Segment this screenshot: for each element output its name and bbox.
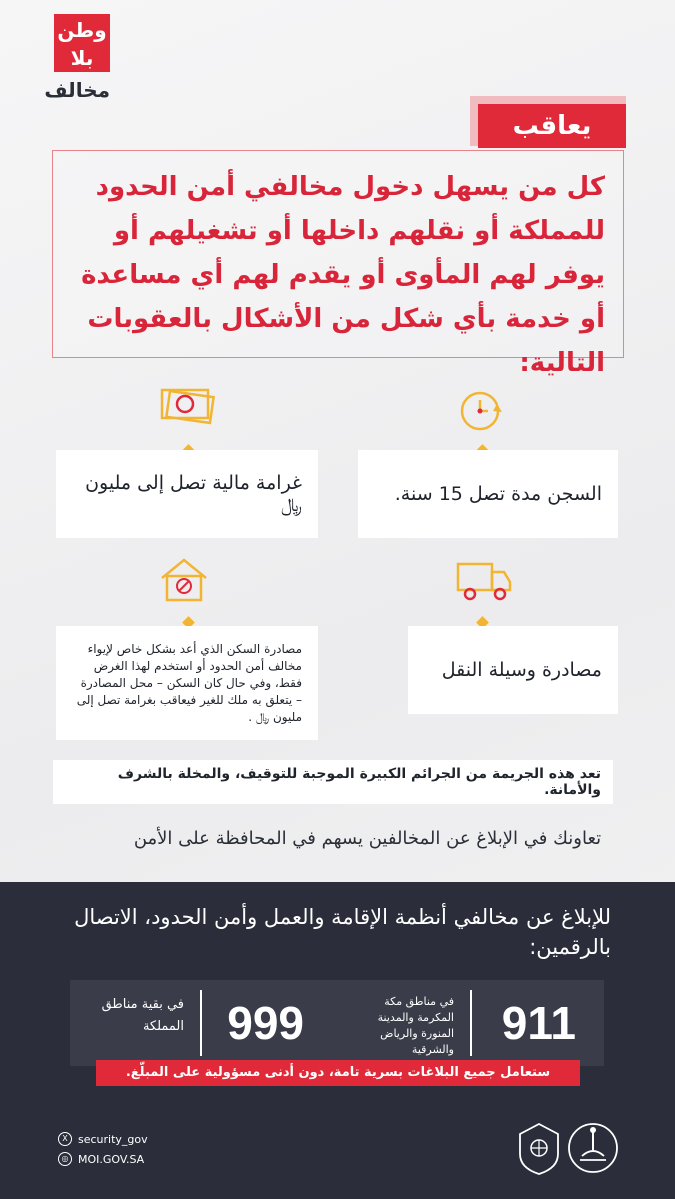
hotline-desc: في مناطق مكة المكرمة والمدينة المنورة والرياض والشرقية: [377, 995, 454, 1056]
campaign-logo: [44, 14, 110, 102]
money-icon: [156, 382, 216, 434]
logo-line1: وطن: [57, 18, 107, 42]
hotline-number[interactable]: 911: [501, 997, 576, 1049]
website-link[interactable]: [58, 1152, 148, 1166]
truck-icon: [454, 556, 514, 608]
intro-box: [52, 150, 624, 378]
x-icon: X: [58, 1132, 72, 1146]
social-links: [58, 1132, 148, 1172]
hotline-desc: في بقية مناطق المملكة: [101, 997, 184, 1034]
penalty-card-prison: [358, 450, 618, 538]
crime-note: تعد هذه الجريمة من الجرائم الكبيرة الموجبة للتوقيف، والمخلة بالشرف والأمانة.: [53, 760, 613, 804]
house-icon: [156, 554, 216, 606]
confidential-banner: ستعامل جميع البلاغات بسرية تامة، دون أدنى مسؤولية على المبلّغ.: [96, 1060, 580, 1086]
cta-text: تعاونك في الإبلاغ عن المخالفين يسهم في المحافظة على الأمن: [133, 828, 602, 849]
footer: [0, 882, 675, 1199]
penalty-text: مصادرة وسيلة النقل: [441, 659, 602, 681]
penalty-tag: يعاقب: [478, 104, 626, 148]
hotline-number[interactable]: 999: [227, 997, 304, 1049]
ministry-emblem-icon: [566, 1120, 620, 1176]
report-heading: للإبلاغ عن مخالفي أنظمة الإقامة والعمل وأمن الحدود، الاتصال بالرقمين:: [74, 905, 611, 959]
penalty-text: السجن مدة تصل 15 سنة.: [394, 483, 602, 505]
penalty-card-vehicle: [408, 626, 618, 714]
twitter-link[interactable]: [58, 1132, 148, 1146]
hotline-box: [70, 980, 604, 1066]
hotline-divider-2: [470, 990, 472, 1056]
hotline-divider-1: [200, 990, 202, 1056]
logo-line3: مخالف: [44, 78, 110, 102]
globe-icon: ◎: [58, 1152, 72, 1166]
penalty-card-fine: [56, 450, 318, 538]
public-security-emblem-icon: [512, 1120, 566, 1176]
website-url: MOI.GOV.SA: [78, 1152, 145, 1166]
penalty-text: غرامة مالية تصل إلى مليون ﷼: [85, 472, 302, 516]
penalty-text: مصادرة السكن الذي أعد بشكل خاص لإيواء مخالف أمن الحدود أو استخدم لهذا الغرض فقط، وفي حال كان السكن – محل المصادرة – يتعلق به ملك للغير فيعاقب بغرامة تصل إلى مليون ﷼ .: [76, 641, 302, 724]
penalty-card-housing: [56, 626, 318, 740]
logo-red-block: [54, 14, 110, 72]
logo-line2: بلا: [70, 46, 94, 70]
intro-text: كل من يسهل دخول مخالفي أمن الحدود للمملكة أو نقلهم داخلها أو تشغيلهم أو يوفر لهم المأوى أو يقدم لهم أي مساعدة أو خدمة بأي شكل من الأشكال بالعقوبات التالية:: [81, 172, 605, 378]
twitter-handle: security_gov: [78, 1132, 148, 1146]
clock-icon: [452, 384, 512, 436]
